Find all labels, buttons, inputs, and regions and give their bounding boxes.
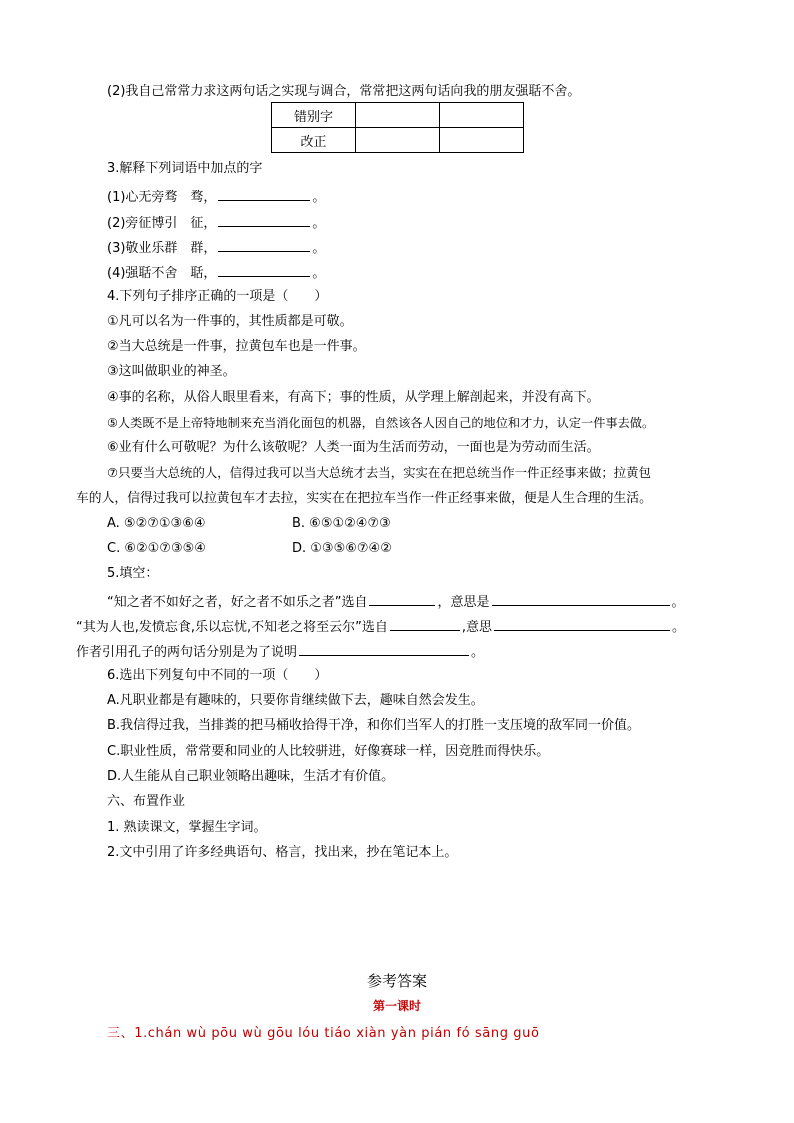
q5-text: 。: [471, 645, 485, 660]
answer-blank[interactable]: [218, 238, 310, 252]
q3-item-end: 。: [312, 241, 326, 256]
q5-line-2: [76, 617, 685, 636]
table-input-cell[interactable]: [440, 128, 524, 153]
answer-blank[interactable]: [492, 592, 670, 606]
q4-option-d[interactable]: D. ①③⑤⑥⑦④②: [292, 541, 392, 556]
q4-sentence-7a: ⑦只要当大总统的人，信得过我可以当大总统才去当，实实在在把总统当作一件正经事来做；拉黄包: [107, 465, 651, 480]
q5-text: “知之者不如好之者，好之者不如乐之者”选自: [107, 595, 368, 610]
table-input-cell[interactable]: [440, 103, 524, 128]
q4-sentence-3: ③这叫做职业的神圣。: [107, 364, 236, 379]
q4-sentence-7b: 车的人，信得过我可以拉黄包车才去拉，实实在在把拉车当作一件正经事来做，便是人生合理的生活。: [76, 491, 652, 506]
answers-subtitle: 第一课时: [372, 999, 421, 1013]
q3-item-1: [107, 187, 325, 206]
q3-item-end: 。: [312, 216, 326, 231]
q3-title: 3.解释下列词语中加点的字: [107, 161, 263, 176]
q4-sentence-6: ⑥业有什么可敬呢？为什么该敬呢？人类一面为生活而劳动，一面也是为劳动而生活。: [107, 440, 600, 455]
table-input-cell[interactable]: [356, 103, 440, 128]
q4-sentence-5: ⑤人类既不是上帝特地制来充当消化面包的机器，自然该各人因自己的地位和才力，认定一件事去做。: [107, 416, 655, 430]
answer-blank[interactable]: [218, 263, 310, 277]
error-correction-table: [271, 102, 524, 153]
table-row: [272, 103, 524, 128]
answer-blank[interactable]: [218, 187, 310, 201]
homework-item-2: 2.文中引用了许多经典语句、格言，找出来，抄在笔记本上。: [107, 845, 458, 860]
table-label-cell: 改正: [272, 128, 356, 153]
q4-sentence-4: ④事的名称，从俗人眼里看来，有高下；事的性质，从学理上解剖起来，并没有高下。: [107, 390, 600, 405]
q3-item-4: [107, 263, 325, 282]
q5-text: “其为人也,发愤忘食,乐以忘忧,不知老之将至云尔”选自: [76, 620, 388, 635]
q5-text: ，意思是: [437, 595, 490, 610]
answer-blank[interactable]: [369, 592, 435, 606]
q3-item-end: 。: [312, 266, 326, 281]
q6-title: 6.选出下列复句中不同的一项（ ）: [107, 668, 328, 683]
answer-blank[interactable]: [390, 617, 460, 631]
q4-option-a[interactable]: A. ⑤②⑦①③⑥④: [107, 516, 206, 531]
q5-text: ,意思: [461, 620, 493, 635]
q4-option-b[interactable]: B. ⑥⑤①②④⑦③: [292, 516, 391, 531]
homework-title: 六、布置作业: [107, 794, 186, 809]
q6-option-c[interactable]: C.职业性质，常常要和同业的人比较骈进，好像赛球一样，因竞胜而得快乐。: [107, 744, 550, 759]
q5-text: 作者引用孔子的两句话分别是为了说明: [76, 645, 298, 660]
answer-blank[interactable]: [494, 617, 670, 631]
q5-title: 5.填空：: [107, 566, 159, 581]
q5-line-1: [107, 592, 685, 611]
q2-line: (2)我自己常常力求这两句话之实现与调合，常常把这两句话向我的朋友强聒不舍。: [107, 84, 581, 99]
q3-item-end: 。: [312, 190, 326, 205]
q3-item-3: [107, 238, 325, 257]
answer-blank[interactable]: [218, 213, 310, 227]
q5-text: 。: [671, 595, 685, 610]
answer-blank[interactable]: [299, 642, 469, 656]
q4-sentence-2: ②当大总统是一件事，拉黄包车也是一件事。: [107, 339, 366, 354]
table-row: [272, 128, 524, 153]
q4-title: 4.下列句子排序正确的一项是（ ）: [107, 289, 328, 304]
homework-item-1: 1. 熟读课文，掌握生字词。: [107, 820, 267, 835]
table-input-cell[interactable]: [356, 128, 440, 153]
answers-title: 参考答案: [366, 972, 427, 990]
q3-item-text: (1)心无旁骛 骛，: [107, 190, 217, 205]
q6-option-d[interactable]: D.人生能从自己职业领略出趣味，生活才有价值。: [107, 769, 395, 784]
q3-item-text: (3)敬业乐群 群，: [107, 241, 217, 256]
table-label-cell: 错别字: [272, 103, 356, 128]
q3-item-text: (2)旁征博引 征，: [107, 216, 217, 231]
answers-line-1: 三、1.chán wù pōu wù gōu lóu tiáo xiàn yàn pián fó sāng guō: [107, 1026, 540, 1041]
q5-text: 。: [672, 620, 686, 635]
q5-line-3: [76, 642, 484, 661]
q6-option-b[interactable]: B.我信得过我，当排粪的把马桶收拾得干净，和你们当军人的打胜一支压境的敌军同一价值。: [107, 718, 641, 733]
q4-sentence-1: ①凡可以名为一件事的，其性质都是可敬。: [107, 314, 353, 329]
q6-option-a[interactable]: A.凡职业都是有趣味的，只要你肯继续做下去，趣味自然会发生。: [107, 693, 484, 708]
q4-option-c[interactable]: C. ⑥②①⑦③⑤④: [107, 541, 206, 556]
q3-item-text: (4)强聒不舍 聒，: [107, 266, 217, 281]
q3-item-2: [107, 213, 325, 232]
